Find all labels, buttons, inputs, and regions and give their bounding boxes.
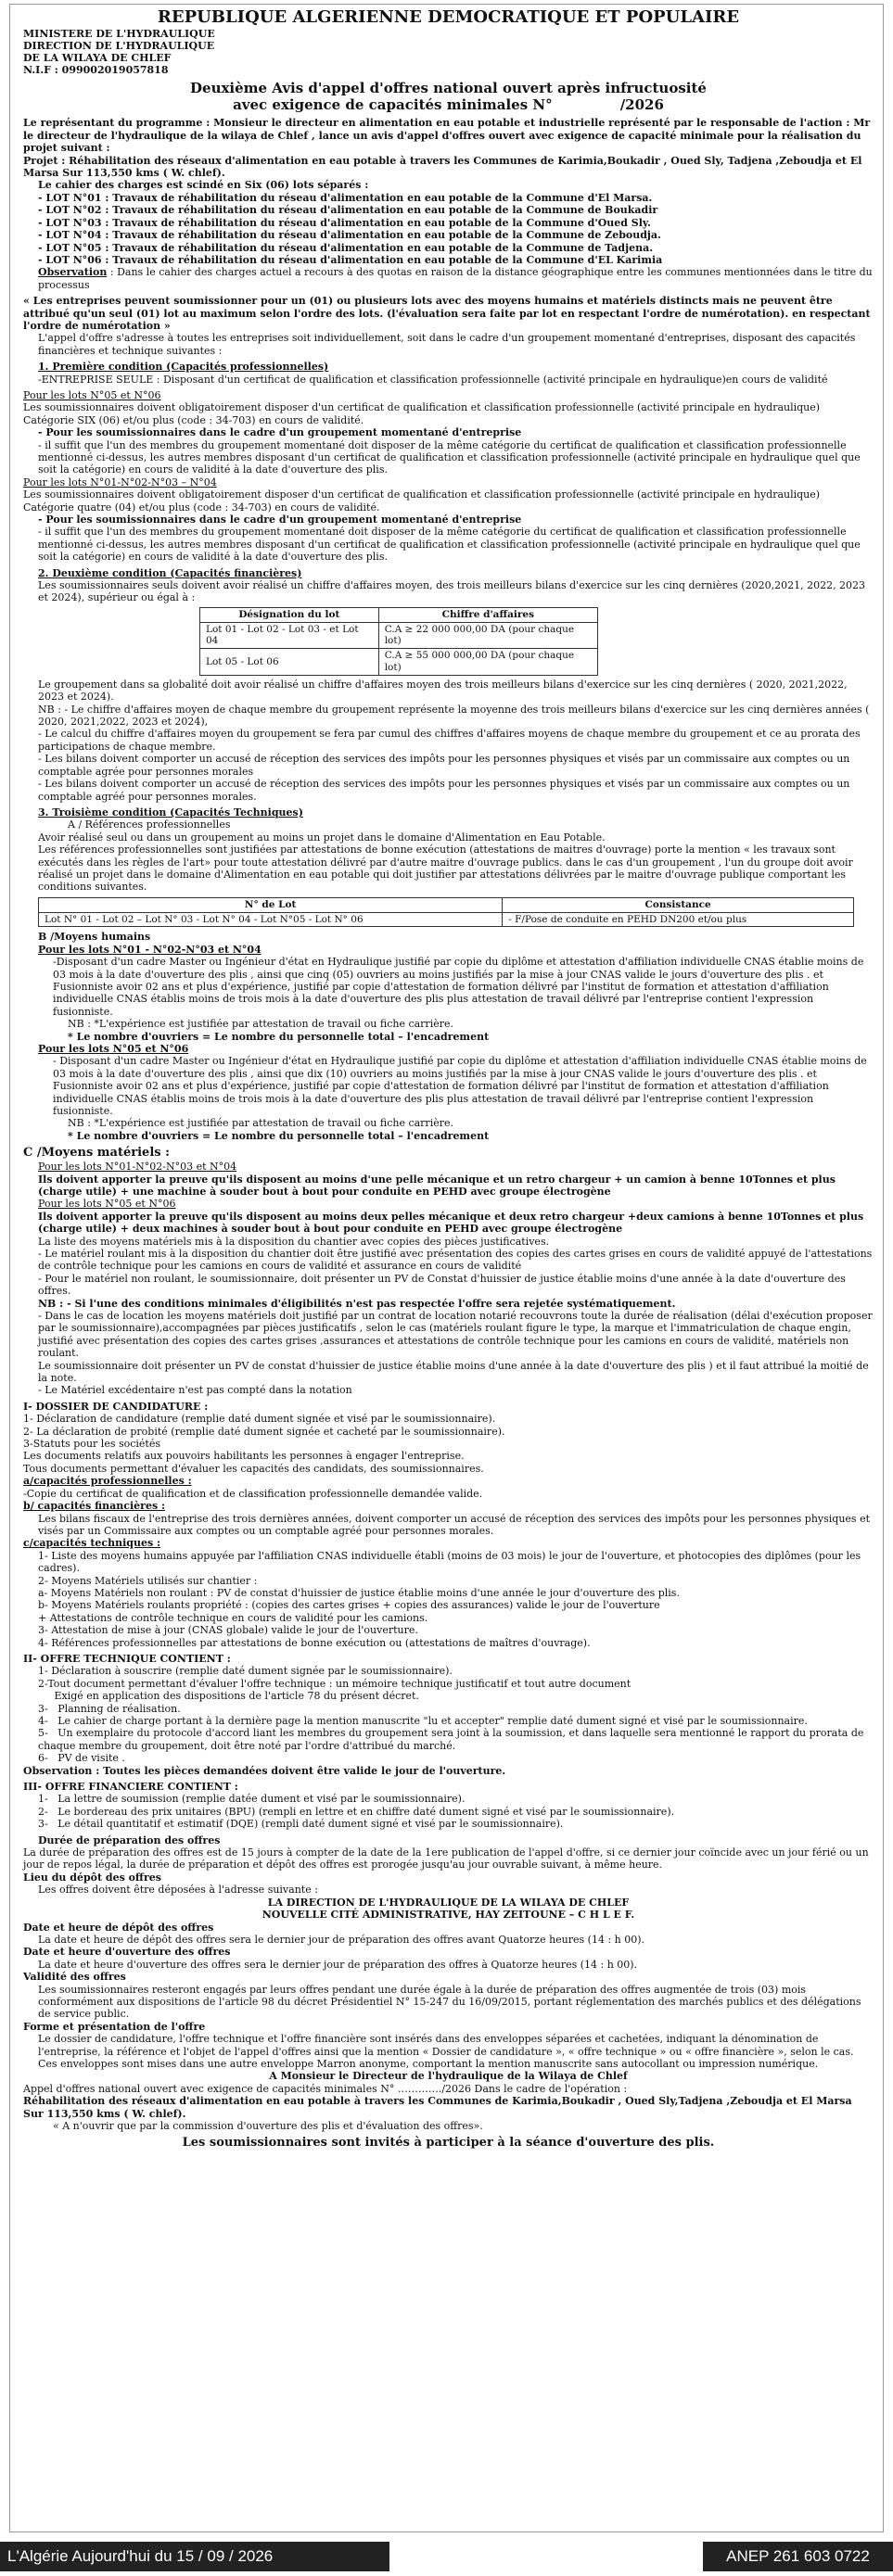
ouverture-text: La date et heure d'ouverture des offres sera le dernier jour de préparation des offres à Quatorze heures (14 : h 00). [38,1958,638,1971]
table-cell: Lot N° 01 - Lot 02 – Lot N° 03 - Lot N° 04 - Lot N°05 - Lot N° 06 [39,912,503,927]
bold-notice: « Les entreprises peuvent soumissionner pour un (01) ou plusieurs lots avec des moyens humains et matériels distincts mais ne peuvent être attribué qu'un seul (01) lot au maximum selon l'ordre des lots. (l'évaluation sera faite par lot en respectant l'ordre de numérotation). en respectant l'ordre de numérotation » [23,295,871,332]
project-text: Projet : Réhabilitation des réseaux d'alimentation en eau potable à travers les Communes de Karimia,Boukadir , Oued Sly, Tadjena ,Zeboudja et El Marsa Sur 113,550 kms ( W. chlef). [23,154,862,180]
technique-item: 1- Déclaration à souscrire (remplie daté dument signée par le soumissionnaire). [38,1665,453,1678]
validite-heading: Validité des offres [23,1971,126,1984]
observation-text: : Dans le cahier des charges actuel a recours à des quotas en raison de la distance géographique entre les communes mentionnées dans le titre du processus [38,266,873,291]
capacites-fin-text: Les bilans fiscaux de l'entreprise des trois dernières années, doivent comporter un accusé de réception des services des impôts pour les personnes physiques et visés par un Commissaire aux comptes ou un comptable agréé pour personnes morales. [38,1512,870,1537]
turnover-table [199,607,598,676]
technique-item: 5- Un exemplaire du protocole d'accord liant les membres du groupement sera joint à la soumission, et dans laquelle sera mentionné le rapport du prorata de chaque membre du groupement, doit être noté par l'ordre d'attribué du marché. [38,1727,867,1752]
closing-text: Les soumissionnaires sont invités à participer à la séance d'ouverture des plis. [182,2136,715,2151]
depot-text: La date et heure de dépôt des offres sera le dernier jour de préparation des offres avant Quatorze heures (14 : h 00). [38,1933,645,1946]
table-header-row [200,607,598,622]
capacites-tech-item: a- Moyens Matériels non roulant : PV de constat d'huissier de justice établie moins d'une année le jour d'ouverture des plis. [38,1586,680,1599]
table-row [200,622,598,649]
forme-heading: Forme et présentation de l'offre [23,2020,206,2033]
newspaper-date: L'Algérie Aujourd'hui du 15 / 09 / 2026 [0,2542,389,2571]
dossier-item: 3-Statuts pour les sociétés [23,1438,161,1451]
lieu-text: Les offres doivent être déposées à l'adresse suivante : [38,1884,318,1897]
humains-14-heading: Pour les lots N°01 - N°02-N°03 et N°04 [38,943,262,956]
lot-item: - LOT N°01 : Travaux de réhabilitation du réseau d'alimentation en eau potable de la Commune d'El Marsa. [38,191,653,204]
forme-ouvrir: « A n'ouvrir que par la commission d'ouverture des plis et d'évaluation des offres». [53,2120,483,2132]
dossier-item: 1- Déclaration de candidature (remplie daté dument signée et visé par le soumissionnaire). [23,1413,496,1426]
capacites-fin-heading: b/ capacités financières : [23,1500,166,1513]
entreprise-seule: -ENTREPRISE SEULE : Disposant d'un certificat de qualification et classification professionnelle (activité principale en hydraulique)en cours de validité [38,373,828,386]
nb-note: - Les bilans doivent comporter un accusé de réception des services des impôts pour les personnes physiques et visés par un commissaire aux comptes ou un comptable agréé pour personnes morales. [38,778,850,803]
dossier-item: Les documents relatifs aux pouvoirs habilitants les personnes à engager l'entreprise. [23,1450,465,1463]
table-header-cell: Chiffre d'affaires [378,607,597,622]
humains-56-heading: Pour les lots N°05 et N°06 [38,1043,189,1056]
condition-2-text: Les soumissionnaires seuls doivent avoir réalisé un chiffre d'affaires moyen, des trois meilleurs bilans d'exercice sur les cinq dernières (2020,2021, 2022, 2023 et 2024), supérieur ou égal à : [38,579,866,604]
ministry-block [23,28,874,77]
capacites-pro-heading: a/capacités professionnelles : [23,1475,192,1488]
nb-note: - Le calcul du chiffre d'affaires moyen du groupement se fera par cumul des chiffres d'affaires moyens de chaque membre du groupement et ce au prorata des participations de chaque membre. [38,728,861,753]
offre-technique-title: II- OFFRE TECHNIQUE CONTIENT : [23,1652,231,1665]
humains-56-text: - Disposant d'un cadre Master ou Ingénieur d'état en Hydraulique justifié par copie du diplôme et attestation d'affiliation individuelle CNAS établie moins de 03 mois à la date d'ouverture des plis , ainsi que dix (10) ouvriers au moins justifiés par la mise à jour CNAS valide le jours d'ouverture des plis . et Fusionniste avoir 02 ans et plus d'expérience, justifié par copie d'attestation de formation délivré par l'institut de formation et attestation d'affiliation individuelle CNAS établis moins de trois mois à la date d'ouverture des plis plus attestation de travail délivré par l'entreprise contient l'expression fusionniste. [53,1055,867,1118]
condition-1-title: 1. Première condition (Capacités professionnelles) [38,361,329,374]
nb-note: - Les bilans doivent comporter un accusé de réception des services des impôts pour les personnes physiques et visés par un commissaire aux comptes ou un comptable agrée pour personnes morales [38,753,850,778]
capacites-tech-item: 1- Liste des moyens humains appuyée par l'affiliation CNAS individuelle établi (moins de 03 mois) le jour de l'ouverture, et photocopies des diplômes (pour les cadres). [38,1549,861,1575]
table-header-row [39,897,854,912]
validite-text: Les soumissionnaires resteront engagés par leurs offres pendant une durée égale à la durée de préparation des offres augmentée de trois (03) mois conformément aux dispositions de l'article 98 du décret Présidentiel N° 15-247 du 16/09/2015, portant réglementation des marchés publics et des délégations de service public. [38,1983,861,2021]
technique-item: 4- Le cahier de charge portant à la dernière page la mention manuscrite "lu et accepter" remplie daté dument signé et visé par le soumissionnaire. [38,1715,808,1727]
table-cell: Lot 05 - Lot 06 [200,649,379,676]
humains-56-nb: NB : *L'expérience est justifiée par attestation de travail ou fiche carrière. [68,1117,453,1130]
technique-item: 3- Planning de réalisation. [38,1702,181,1715]
capacites-tech-item: 4- Références professionnelles par attestations de bonne exécution ou (attestations de maîtres d'ouvrage). [38,1636,591,1649]
offre-financiere-title: III- OFFRE FINANCIERE CONTIENT : [23,1781,238,1794]
table-row [200,649,598,676]
excess-text: - Le Matériel excédentaire n'est pas compté dans la notation [38,1384,352,1397]
materiels-nb: NB : - Si l'une des conditions minimales d'éligibilités n'est pas respectée l'offre sera rejetée systématiquement. [38,1297,676,1310]
lot-item: - LOT N°03 : Travaux de réhabilitation du réseau d'alimentation en eau potable de la Commune d'Oued Sly. [38,216,651,229]
title-line-1: Deuxième Avis d'appel d'offres national ouvert après infructuosité [190,80,707,97]
lot-item: - LOT N°04 : Travaux de réhabilitation du réseau d'alimentation en eau potable de la Commune de Zeboudja. [38,229,661,242]
technique-item: 6- PV de visite . [38,1752,125,1765]
wilaya-name: DE LA WILAYA DE CHLEF [23,52,172,65]
ouverture-heading: Date et heure d'ouverture des offres [23,1946,231,1959]
capacites-tech-heading: c/capacités techniques : [23,1537,161,1550]
materiels-list-item: - Le matériel roulant mis à la disposition du chantier doit être justifié avec présentation des copies des cartes grises en cours de validité appuyé de l'attestations de contrôle technique pour les camions en cours de validité et assurance en cours de validité [38,1247,873,1273]
forme-address: A Monsieur le Directeur de l'hydraulique de la Wilaya de Chlef [269,2070,628,2083]
public-notice [9,4,884,2532]
technique-item: Exigé en application des dispositions de l'article 78 du présent décret. [38,1690,419,1703]
duree-heading: Durée de préparation des offres [38,1834,221,1846]
references-heading: A / Références professionnelles [68,818,231,831]
consistance-table [38,897,854,928]
forme-appel: Appel d'offres national ouvert avec exigence de capacités minimales N° …………./2026 Dans le cadre de l'opération : [23,2082,628,2095]
materiels-56-text: Ils doivent apporter la preuve qu'ils disposent au moins deux pelles mécanique et deux retro chargeur +deux camions à benne 10Tonnes et plus (charge utile) + deux machines à souder bout à bout pour conduite en PEHD avec groupe électrogène [38,1210,864,1236]
lot-item: - LOT N°05 : Travaux de réhabilitation du réseau d'alimentation en eau potable de la Commune de Tadjena. [38,241,654,254]
capacites-tech-item: 2- Moyens Matériels utilisés sur chantier : [38,1574,258,1587]
anep-number: ANEP 261 603 0722 [703,2542,893,2571]
materiels-list-item: - Pour le matériel non roulant, le soumissionnaire, doit présenter un PV de Constat d'huissier de justice établie moins d'une année à la date d'ouverture des offres. [38,1272,846,1298]
materiels-14-text: Ils doivent apporter la preuve qu'ils disposent au moins d'une pelle mécanique et un retro chargeur + un camion à benne 10Tonnes et plus (charge utile) + une machine à souder bout à bout pour conduite en PEHD avec groupe électrogène [38,1173,836,1198]
table-cell: C.A ≥ 55 000 000,00 DA (pour chaque lot) [378,649,597,676]
financiere-item: 3- Le détail quantitatif et estimatif (DQE) (rempli daté dument signé et visé par le soumissionnaire). [38,1818,564,1831]
title-line-2: avec exigence de capacités minimales N° /2026 [233,96,664,114]
lieu-heading: Lieu du dépôt des offres [23,1871,161,1884]
direction-name: DIRECTION DE L'HYDRAULIQUE [23,39,215,52]
depot-heading: Date et heure de dépôt des offres [23,1921,214,1934]
materiels-list-item: La liste des moyens matériels mis à la disposition du chantier avec copies des pièces justificatives. [38,1235,550,1248]
lots-intro: Le cahier des charges est scindé en Six (06) lots séparés : [38,179,369,192]
humains-56-count: * Le nombre d'ouvriers = Le nombre du personnelle total – l'encadrement [68,1129,490,1142]
address-line-1: LA DIRECTION DE L'HYDRAULIQUE DE LA WILAYA DE CHLEF [267,1896,630,1909]
nif-number: N.I.F : 099002019057818 [23,64,169,77]
financiere-item: 1- La lettre de soumission (remplie datée dument et visé par le soumissionnaire). [38,1793,466,1806]
observation-label: Observation [38,266,108,279]
intro-text: Le représentant du programme : Monsieur le directeur en alimentation en eau potable et industrielle représenté par le responsable de l'action : Mr le directeur de l'hydraulique de la wilaya de Chlef , lance un avis d'appel d'offres ouvert avec exigence de capacité minimale pour la réalisation du projet suivant : [23,117,871,155]
observation [23,266,874,291]
address-line-2: NOUVELLE CITÉ ADMINISTRATIVE, HAY ZEITOUNE – C H L E F. [262,1909,635,1922]
forme-projet: Réhabilitation des réseaux d'alimentation en eau potable à travers les Communes de Karimia,Boukadir , Oued Sly,Tadjena ,Zeboudja et El Marsa Sur 113,550 kms ( W. chlef). [23,2095,852,2120]
materiels-14-heading: Pour les lots N°01-N°02-N°03 et N°04 [38,1161,237,1174]
table-header-cell: N° de Lot [39,897,503,912]
notice-title [23,80,874,113]
lots-list [23,192,874,266]
location-text: - Dans le cas de location les moyens matériels doit justifié par un contrat de location notarié recouvrons toute la durée de réalisation (délai d'exécution proposer par le soumissionnaire),accompagnées par pièces justificatifs , selon le cas (matériels roulant figure le type, la marque et l'immatriculation de chaque engin, justifié avec présentation des copies des cartes grises ,assurances et attestations de contrôle technique pour les camions en cours de validité, matériels non roulant. [38,1310,873,1360]
dossier-item: 2- La déclaration de probité (remplie daté dument signée et cacheté par le soumissionnaire). [23,1425,505,1438]
forme-text: Le dossier de candidature, l'offre technique et l'offre financière sont insérés dans des enveloppes séparées et cachetées, indiquant la dénomination de l'entreprise, la référence et l'objet de l'appel d'offres ainsi que la mention « Dossier de candidature », « offre technique » ou « offre financière », selon le cas. Ces enveloppes sont mises dans une autre enveloppe Marron anonyme, comportant la mention manuscrite sans autocollant ou impression numérique. [38,2033,854,2070]
technique-item: 2-Tout document permettant d'évaluer l'offre technique : un mémoire technique justificatif et tout autre document [38,1677,631,1690]
capacites-pro-text: -Copie du certificat de qualification et de classification professionnelle demandée valide. [23,1487,483,1500]
table-cell: - F/Pose de conduite en PEHD DN200 et/ou plus [503,912,854,927]
materiels-56-heading: Pour les lots N°05 et N°06 [38,1198,176,1211]
footer-bar [0,2542,893,2576]
capacites-tech-item: + Attestations de contrôle technique en cours de validité pour les camions. [38,1611,428,1624]
condition-2-title: 2. Deuxième condition (Capacités financières) [38,566,302,579]
lots-14-group-text: - il suffit que l'un des membres du groupement momentané doit disposer de la même catégorie du certificat de qualification et classification professionnelle mentionné ci-dessus, les autres membres disposant d'un certificat de qualification et classification professionnelle (activité principale en hydraulique quel que soit la catégorie) en cours de validité à la date d'ouverture des plis. [38,526,861,564]
financiere-item: 2- Le bordereau des prix unitaires (BPU) (rempli en lettre et en chiffre daté dument signé et visé par le soumissionnaire). [38,1805,675,1818]
eligibility-text: L'appel d'offre s'adresse à toutes les entreprises soit individuellement, soit dans le cadre d'un groupement momentané d'entreprises, disposant des capacités financières et technique suivantes : [38,332,856,357]
lots-14-group-heading: - Pour les soumissionnaires dans le cadre d'un groupement momentané d'entreprise [38,514,522,527]
capacites-tech-item: 3- Attestation de mise à jour (CNAS globale) valide le jour de l'ouverture. [38,1624,418,1637]
lots-14-heading: Pour les lots N°01-N°02-N°03 – N°04 [23,476,217,489]
ministry-name: MINISTERE DE L'HYDRAULIQUE [23,27,215,40]
references-text-1: Avoir réalisé seul ou dans un groupement au moins un projet dans le domaine d'Alimentation en Eau Potable. [38,831,606,844]
humains-14-count: * Le nombre d'ouvriers = Le nombre du personnelle total – l'encadrement [68,1030,490,1043]
table-header-cell: Désignation du lot [200,607,379,622]
technique-observation: Observation : Toutes les pièces demandées doivent être valide le jour de l'ouverture. [23,1764,506,1777]
lots-56-text: Les soumissionnaires doivent obligatoirement disposer d'un certificat de qualification et classification professionnelle (activité principale en hydraulique) Catégorie SIX (06) et/ou plus (code : 34-703) en cours de validité. [23,401,821,426]
condition-3-title: 3. Troisième condition (Capacités Techniques) [38,806,303,818]
table-header-cell: Consistance [503,897,854,912]
location-text-2: Le soumissionnaire doit présenter un PV de constat d'huissier de justice établie moins d'une année à la date d'ouverture des plis ) et il faut attribué la moitié de la note. [38,1359,869,1385]
lots-56-group-heading: - Pour les soumissionnaires dans le cadre d'un groupement momentané d'entreprise [38,426,522,439]
dossier-title: I- DOSSIER DE CANDIDATURE : [23,1400,209,1413]
group-turnover-text: Le groupement dans sa globalité doit avoir réalisé un chiffre d'affaires moyen des trois meilleurs bilans d'exercice sur les cinq dernières ( 2020, 2021,2022, 2023 et 2024). [38,678,848,704]
republic-header: REPUBLIQUE ALGERIENNE DEMOCRATIQUE ET POPULAIRE [157,7,740,27]
duree-text: La durée de préparation des offres est de 15 jours à compter de la date de la 1ere publication de l'appel d'offre, si ce dernier jour coïncide avec un jour férié ou un jour de repos légal, la durée de préparation et dépôt des offres est prorogée jusqu'au jour ouvrable suivant, à même heure. [23,1846,869,1872]
table-row [39,912,854,927]
humains-14-text: -Disposant d'un cadre Master ou Ingénieur d'état en Hydraulique justifié par copie du diplôme et attestation d'affiliation individuelle CNAS établie moins de 03 mois à la date d'ouverture des plis , ainsi que cinq (05) ouvriers au moins justifiés par la mise à jour CNAS valide le jours d'ouverture des plis . et Fusionniste avoir 02 ans et plus d'expérience, justifié par copie d'attestation de formation délivré par l'institut de formation et attestation d'affiliation individuelle CNAS établis moins de trois mois à la date d'ouverture des plis plus attestation de travail délivré par l'entreprise contient l'expression fusionniste. [53,956,864,1018]
table-cell: Lot 01 - Lot 02 - Lot 03 - et Lot 04 [200,622,379,649]
lots-56-group-text: - il suffit que l'un des membres du groupement momentané doit disposer de la même catégorie du certificat de qualification et classification professionnelle mentionné ci-dessus, les autres membres disposant d'un certificat de qualification et classification professionnelle (activité principale en hydraulique quel que soit la catégorie) en cours de validité à la date d'ouverture des plis. [38,438,861,476]
lots-56-heading: Pour les lots N°05 et N°06 [23,388,161,401]
materiels-title: C /Moyens matériels : [23,1146,170,1161]
dossier-item: Tous documents permettant d'évaluer les capacités des candidats, des soumissionnaires. [23,1462,484,1475]
capacites-tech-item: b- Moyens Matériels roulants propriété : (copies des cartes grises + copies des assurances) valide le jour de l'ouverture [38,1599,660,1612]
references-text-2: Les références professionnelles sont justifiées par attestations de bonne exécution (attestations de maitres d'ouvrage) porte la mention « les travaux sont exécutés dans les règles de l'art» pour toute attestation délivré par d'autre maitre d'ouvrage publics. dans le cas d'un groupement , l'un du groupe doit avoir réalisé un projet dans le domaine d'Alimentation en eau potable qui doit justifier par attestations délivrées par le maitre d'ouvrage publique comportant les conditions suivantes. [38,844,853,894]
moyens-humains-heading: B /Moyens humains [38,931,151,944]
lot-item: - LOT N°02 : Travaux de réhabilitation du réseau d'alimentation en eau potable de la Commune de Boukadir [38,204,658,217]
lots-14-text: Les soumissionnaires doivent obligatoirement disposer d'un certificat de qualification et classification professionnelle (activité principale en hydraulique) Catégorie quatre (04) et/ou plus (code : 34-703) en cours de validité. [23,489,821,514]
nb-note: NB : - Le chiffre d'affaires moyen de chaque membre du groupement représente la moyenne des trois meilleurs bilans d'exercice sur les cinq dernières années ( 2020, 2021,2022, 2023 et 2024), [38,703,870,729]
table-cell: C.A ≥ 22 000 000,00 DA (pour chaque lot) [378,622,597,649]
humains-14-nb: NB : *L'expérience est justifiée par attestation de travail ou fiche carrière. [68,1018,453,1031]
lot-item: - LOT N°06 : Travaux de réhabilitation du réseau d'alimentation en eau potable de la Commune d'EL Karimia [38,253,663,266]
